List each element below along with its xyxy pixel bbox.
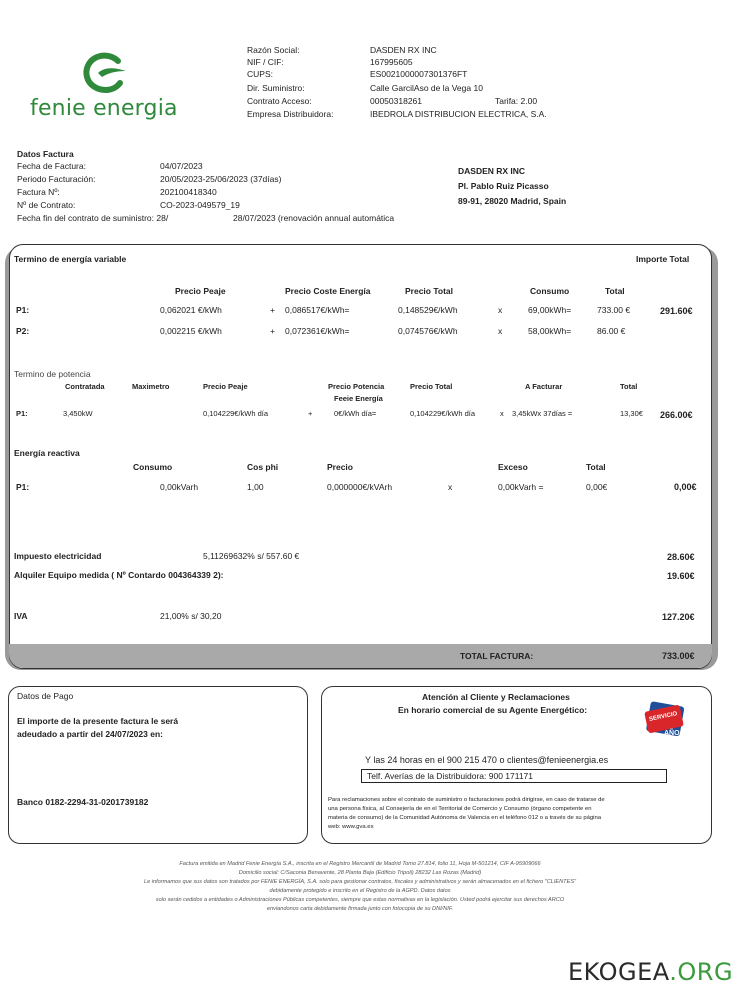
header-value: DASDEN RX INC xyxy=(370,45,437,55)
header-value: ES0021000007301376FT xyxy=(370,69,468,79)
operator: x xyxy=(498,326,503,336)
electricity-tax-amount: 28.60€ xyxy=(667,552,695,562)
invoice-value: 202100418340 xyxy=(160,187,217,197)
reactive-title: Energía reactiva xyxy=(14,448,80,458)
reactive-header: Total xyxy=(586,462,606,472)
fenie-logo-icon xyxy=(82,53,130,93)
operator: x xyxy=(500,409,504,418)
energy-header: Total xyxy=(605,286,625,296)
bank-account: Banco 0182-2294-31-0201739182 xyxy=(17,797,149,807)
invoice-value: 28/07/2023 (renovación annual automática xyxy=(233,213,395,223)
payment-box xyxy=(8,686,308,844)
invoice-label: Fecha fin del contrato de suministro: 28/ xyxy=(17,213,169,223)
period-label: P1: xyxy=(16,482,30,492)
power-header: Total xyxy=(620,382,638,391)
header-value: Calle GarcilAso de la Vega 10 xyxy=(370,83,483,93)
power-header: Precio Total xyxy=(410,382,453,391)
consumo: 58,00kWh= xyxy=(528,326,572,336)
footer-line: Factura emitida en Madrid Fenie Energía S.A., inscrita en el Registro Mercantil de Madrid Tomo 27.814, folio 11, Hoja M-501214, CIF A-95909066 xyxy=(179,861,541,867)
energy-header: Precio Coste Energía xyxy=(285,286,371,296)
total-bar xyxy=(9,644,712,668)
header-label: Empresa Distribuidora: xyxy=(247,109,334,119)
row-total: 0,00€ xyxy=(586,482,608,492)
operator: x xyxy=(448,482,453,492)
row-import: 0,00€ xyxy=(674,482,697,492)
peaje-price: 0,002215 €/kWh xyxy=(160,326,222,336)
power-title: Termino de potencia xyxy=(14,369,91,379)
header-value: 167995605 xyxy=(370,57,413,67)
power-header: Precio Peaje xyxy=(203,382,248,391)
operator: x xyxy=(498,305,503,315)
header-value: 00050318261 xyxy=(370,96,423,106)
import-total-header: Importe Total xyxy=(636,254,690,264)
claims-text: materia de consumo) de la Comunidad Autónoma de Valencia en el teléfono 012 o a través de su página xyxy=(328,815,602,821)
electricity-tax-label: Impuesto electricidad xyxy=(14,551,102,561)
tarifa-value: Tarifa: 2.00 xyxy=(495,96,538,106)
electricity-tax-calc: 5,11269632% s/ 557.60 € xyxy=(203,551,300,561)
total-price: 0,104229€/kWh día xyxy=(410,409,476,418)
cos-phi: 1,00 xyxy=(247,482,264,492)
energy-header: Precio Peaje xyxy=(175,286,226,296)
averias-phone: Telf. Averías de la Distribuidora: 900 171171 xyxy=(367,771,534,781)
operator: + xyxy=(270,305,275,315)
legal-footer xyxy=(60,860,660,914)
total-price: 0,148529€/kWh xyxy=(398,305,458,315)
invoice-total-amount: 733.00€ xyxy=(662,651,695,661)
invoice-label: Nº de Contrato: xyxy=(17,200,76,210)
potencia-price: 0€/kWh día= xyxy=(334,409,377,418)
row-total: 13,30€ xyxy=(620,409,643,418)
exceso: 0,00kVarh = xyxy=(498,482,544,492)
header-label: CUPS: xyxy=(247,69,273,79)
period-label: P1: xyxy=(16,305,30,315)
footer-line: enviandonos carta debidamente firmada junto con fotocopia de su DNI/NIF. xyxy=(266,906,454,912)
row-import: 266.00€ xyxy=(660,410,693,420)
energy-title: Termino de energía variable xyxy=(14,254,127,264)
footer-line: Domicilio social: C/Saconia Benavente, 28 Planta Baja (Edificio Tripoli) 28232 Las Rozas (Madrid) xyxy=(238,870,482,876)
claims-text: Para reclamaciones sobre el contrato de suministro o facturaciones podrá dirigirse, en caso de tratarse de xyxy=(328,797,605,803)
claims-text: web: www.gva.es xyxy=(328,824,374,830)
coste-price: 0,072361€/kWh= xyxy=(285,326,350,336)
invoice-value: 04/07/2023 xyxy=(160,161,203,171)
service-badge-icon xyxy=(644,700,688,742)
peaje-price: 0,104229€/kWh día xyxy=(203,409,269,418)
invoice-total-label: TOTAL FACTURA: xyxy=(460,651,534,661)
iva-amount: 127.20€ xyxy=(662,612,695,622)
power-header: Precio Potencia xyxy=(328,382,385,391)
customer-address-line: 89-91, 28020 Madrid, Spain xyxy=(458,196,567,206)
footer-line: Le informamos que sus datos son tratados por FENIE ENERGÍA, S.A. solo para gestionar contratos, fiscales y administrativos y serán almacenados en el fichero "CLIENTES" xyxy=(143,879,577,885)
reactive-header: Consumo xyxy=(133,462,173,472)
badge-text: SERVICIO xyxy=(648,711,678,723)
footer-line: debidamente protegido e inscrito en el Registro de la AGPD. Datos datos xyxy=(269,888,451,894)
claims-text: una persona física, al Consejería de en el Territorial de Comercio y Consumo (órgano competente en xyxy=(328,806,592,812)
energy-header: Precio Total xyxy=(405,286,454,296)
price: 0,000000€/kVArh xyxy=(327,482,393,492)
customer-address-line: Pl. Pablo Ruiz Picasso xyxy=(458,181,549,191)
power-header: Maximetro xyxy=(132,382,170,391)
consumo: 69,00kWh= xyxy=(528,305,572,315)
header-value: IBEDROLA DISTRIBUCION ELECTRICA, S.A. xyxy=(370,109,547,119)
row-total: 733.00 € xyxy=(597,305,631,315)
watermark-text: .ORG xyxy=(669,958,733,986)
header-label: NIF / CIF: xyxy=(247,57,284,67)
badge-text: AÑO xyxy=(664,730,680,737)
care-subtitle: En horario comercial de su Agente Energético: xyxy=(398,705,588,715)
period-label: P1: xyxy=(16,409,28,418)
contratada: 3,450kW xyxy=(63,409,93,418)
facturar: 3,45kWx 37días = xyxy=(512,409,573,418)
row-import: 291.60€ xyxy=(660,306,693,316)
watermark-text: EKOGEA xyxy=(568,958,670,986)
iva-calc: 21,00% s/ 30,20 xyxy=(160,611,222,621)
power-header: A Facturar xyxy=(525,382,563,391)
iva-label: IVA xyxy=(14,611,28,621)
total-price: 0,074576€/kWh xyxy=(398,326,458,336)
payment-text: adeudado a partir del 24/07/2023 en: xyxy=(17,729,163,739)
power-header: Feeie Energía xyxy=(334,394,383,403)
payment-text: El importe de la presente factura le será xyxy=(17,716,179,726)
payment-title: Datos de Pago xyxy=(17,691,74,701)
rental-label: Alquiler Equipo medida ( Nº Contardo 004364339 2): xyxy=(14,570,224,580)
operator: + xyxy=(270,326,275,336)
peaje-price: 0,062021 €/kWh xyxy=(160,305,222,315)
care-title: Atención al Cliente y Reclamaciones xyxy=(422,692,570,702)
reactive-header: Cos phi xyxy=(247,462,279,472)
invoice-label: Fecha de Factura: xyxy=(17,161,86,171)
energy-header: Consumo xyxy=(530,286,570,296)
invoice-value: 20/05/2023-25/06/2023 (37días) xyxy=(160,174,282,184)
invoice-label: Periodo Facturación: xyxy=(17,174,96,184)
power-header: Contratada xyxy=(65,382,105,391)
care-phone-line: Y las 24 horas en el 900 215 470 o clientes@fenieenergia.es xyxy=(365,755,609,765)
header-label: Razón Social: xyxy=(247,45,300,55)
row-total: 86.00 € xyxy=(597,326,626,336)
invoice-title: Datos Factura xyxy=(17,149,74,159)
footer-line: solo serán cedidos a entidades o Administraciones Públicas competentes, siempre que estas normativas en la legislación. Usted podrá ejercitar sus derechos ARCO xyxy=(155,897,565,903)
reactive-header: Precio xyxy=(327,462,353,472)
invoice-value: CO-2023-049579_19 xyxy=(160,200,240,210)
customer-name: DASDEN RX INC xyxy=(458,166,526,176)
rental-amount: 19.60€ xyxy=(667,571,695,581)
header-label: Contrato Acceso: xyxy=(247,96,312,106)
brand-logo-text: fenie energia xyxy=(30,96,178,121)
invoice-label: Factura Nº: xyxy=(17,187,60,197)
period-label: P2: xyxy=(16,326,30,336)
coste-price: 0,086517€/kWh= xyxy=(285,305,350,315)
header-label: Dir. Suministro: xyxy=(247,83,305,93)
reactive-header: Exceso xyxy=(498,462,528,472)
watermark xyxy=(568,958,733,986)
operator: + xyxy=(308,409,313,418)
consumo: 0,00kVarh xyxy=(160,482,199,492)
